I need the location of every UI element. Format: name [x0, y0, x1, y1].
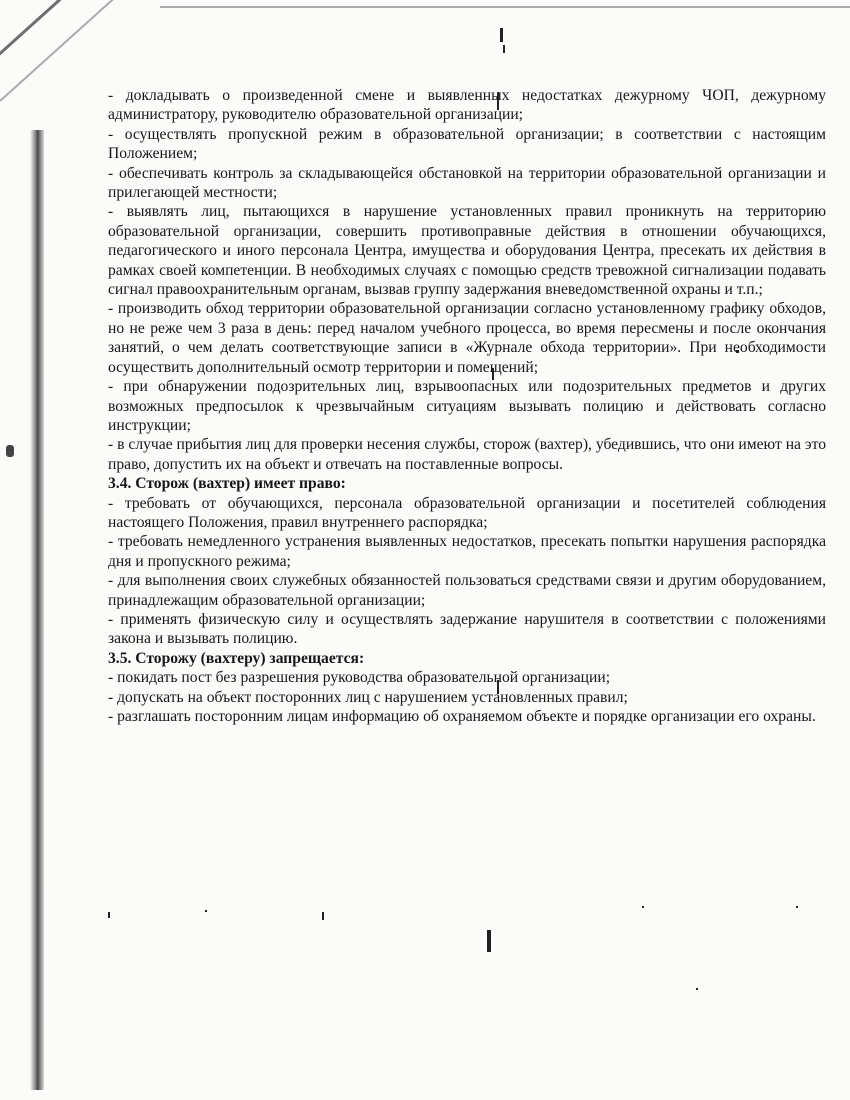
scan-speck: [696, 988, 698, 990]
scan-left-shadow: [30, 130, 44, 1090]
scan-speck: [642, 906, 644, 908]
scan-blot: [6, 445, 14, 457]
document-body: [108, 86, 826, 726]
section-heading-3-4: 3.4. Сторож (вахтер) имеет право:: [108, 475, 346, 493]
scan-speck: [108, 912, 110, 918]
section-heading-3-5: 3.5. Сторожу (вахтеру) запрещается:: [108, 649, 365, 667]
duty-item: - обеспечивать контроль за складывающейся обстановкой на территории образовательной организации и прилегающей местности;: [108, 164, 826, 202]
scan-speck: [487, 930, 491, 952]
scan-fold-line: [0, 0, 152, 73]
duty-item: - докладывать о произведенной смене и выявленных недостатках дежурному ЧОП, дежурному администратору, руководителю образовательной организации;: [108, 87, 826, 124]
rights-item: - применять физическую силу и осуществлять задержание нарушителя в соответствии с положениями закона и вызывать полицию.: [108, 610, 826, 648]
rights-item: - требовать немедленного устранения выявленных недостатков, пресекать попытки нарушения распорядка дня и пропускного режима;: [108, 533, 826, 570]
duty-item: - производить обход территории образовательной организации согласно установленному графику обходов, но не реже чем 3 раза в день: перед началом учебного процесса, во время пересмены и после окончания занятий, о чем делать соответствующие записи в «Журнале обхода территории». При необходимости осуществить дополнительный осмотр территории и помещений;: [108, 300, 826, 376]
rights-item: - для выполнения своих служебных обязанностей пользоваться средствами связи и другим оборудованием, принадлежащим образовательной организации;: [108, 572, 826, 609]
prohibition-item: - допускать на объект посторонних лиц с нарушением установленных правил;: [108, 688, 628, 706]
rights-item: - требовать от обучающихся, персонала образовательной организации и посетителей соблюдения настоящего Положения, правил внутреннего распорядка;: [108, 494, 826, 531]
scan-speck: [205, 910, 207, 912]
scan-top-edge: [160, 6, 850, 8]
scan-speck: [796, 906, 798, 908]
scan-speck: [500, 28, 503, 42]
scan-speck: [503, 45, 505, 53]
prohibition-item: - разглашать посторонним лицам информацию об охраняемом объекте и порядке организации его охраны.: [108, 708, 816, 725]
duty-item: - при обнаружении подозрительных лиц, взрывоопасных или подозрительных предметов и других возможных предпосылок к чрезвычайным ситуациям вызывать полицию и действовать согласно инструкции;: [108, 378, 826, 434]
prohibition-item: - покидать пост без разрешения руководства образовательной организации;: [108, 669, 611, 687]
duty-item: - в случае прибытия лиц для проверки несения службы, сторож (вахтер), убедившись, что они имеют на это право, допустить их на объект и отвечать на поставленные вопросы.: [108, 436, 826, 473]
duty-item: - выявлять лиц, пытающихся в нарушение установленных правил проникнуть на территорию образовательной организации, совершить противоправные действия в отношении обучающихся, педагогического и иного персонала Центра, имущества и оборудования Центра, пресекать их действия в рамках своей компетенции. В необходимых случаях с помощью средств тревожной сигнализации подавать сигнал правоохранительным органам, вызвав группу задержания вневедомственной охраны и т.п.;: [108, 203, 826, 299]
duty-item: - осуществлять пропускной режим в образовательной организации; в соответствии с настоящим Положением;: [108, 125, 826, 163]
scan-speck: [322, 912, 324, 920]
